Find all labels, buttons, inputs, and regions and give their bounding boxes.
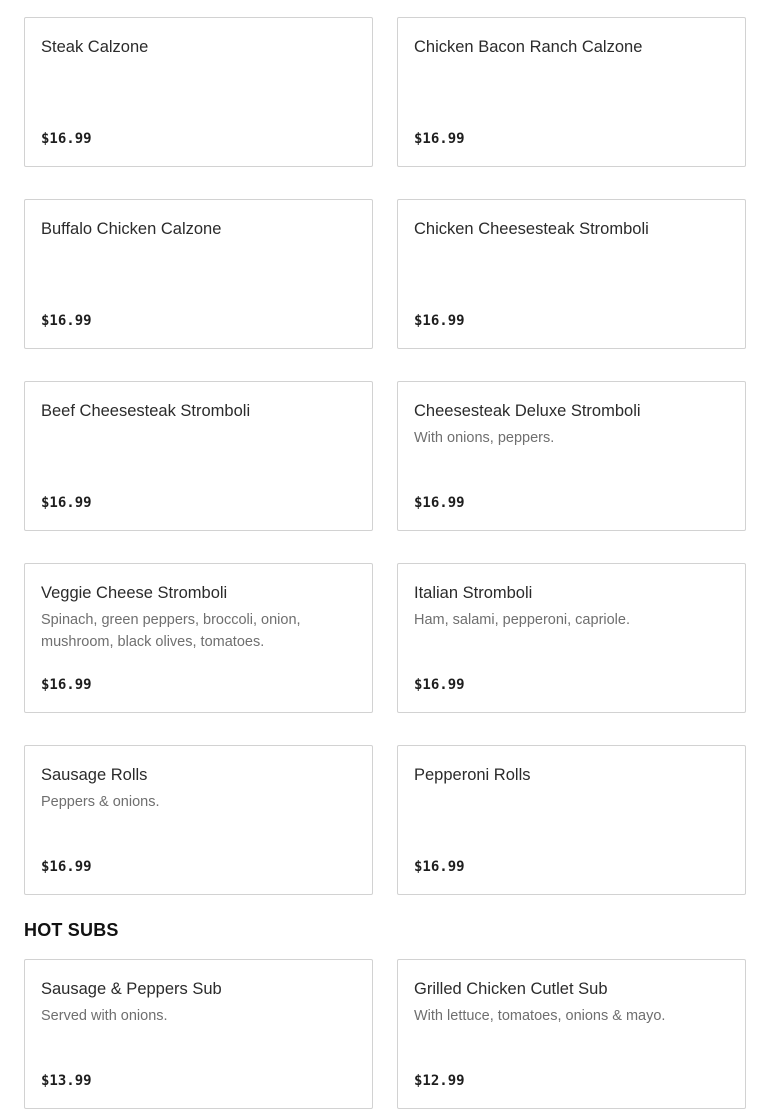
item-price: $16.99 [41, 859, 92, 875]
item-price: $16.99 [41, 131, 92, 147]
menu-items-grid [24, 17, 746, 895]
item-name: Chicken Cheesesteak Stromboli [414, 220, 649, 238]
menu-item-card[interactable] [24, 17, 373, 167]
menu-item-card[interactable] [24, 381, 373, 531]
menu-item-card[interactable] [397, 959, 746, 1109]
item-name: Italian Stromboli [414, 584, 533, 602]
item-price: $16.99 [414, 495, 465, 511]
item-name: Cheesesteak Deluxe Stromboli [414, 402, 641, 420]
item-description: With lettuce, tomatoes, onions & mayo. [414, 1008, 666, 1024]
item-description: Served with onions. [41, 1008, 168, 1024]
item-description: Spinach, green peppers, broccoli, onion, mushroom, black olives, tomatoes. [41, 612, 301, 650]
item-description: Ham, salami, pepperoni, capriole. [414, 612, 630, 628]
menu-item-card[interactable] [24, 959, 373, 1109]
item-name: Grilled Chicken Cutlet Sub [414, 980, 608, 998]
menu-item-card[interactable] [24, 199, 373, 349]
item-name: Chicken Bacon Ranch Calzone [414, 38, 643, 56]
item-price: $16.99 [41, 677, 92, 693]
section-title-hot-subs: HOT SUBS [24, 920, 119, 940]
item-name: Sausage & Peppers Sub [41, 980, 222, 998]
item-description: Peppers & onions. [41, 794, 160, 810]
menu-item-card[interactable] [397, 17, 746, 167]
item-price: $13.99 [41, 1073, 92, 1089]
item-name: Sausage Rolls [41, 766, 148, 784]
item-price: $16.99 [414, 131, 465, 147]
item-price: $16.99 [414, 313, 465, 329]
item-price: $12.99 [414, 1073, 465, 1089]
menu-item-card[interactable] [397, 381, 746, 531]
menu-item-card[interactable] [397, 199, 746, 349]
item-name: Steak Calzone [41, 38, 149, 56]
item-name: Pepperoni Rolls [414, 766, 531, 784]
menu-item-card[interactable] [24, 563, 373, 713]
item-price: $16.99 [41, 495, 92, 511]
item-name: Veggie Cheese Stromboli [41, 584, 228, 602]
item-price: $16.99 [414, 677, 465, 693]
item-description: With onions, peppers. [414, 430, 555, 446]
item-price: $16.99 [414, 859, 465, 875]
item-name: Beef Cheesesteak Stromboli [41, 402, 251, 420]
hot-subs-grid [24, 959, 746, 1109]
menu-item-card[interactable] [397, 745, 746, 895]
item-name: Buffalo Chicken Calzone [41, 220, 222, 238]
menu-item-card[interactable] [24, 745, 373, 895]
item-price: $16.99 [41, 313, 92, 329]
menu-item-card[interactable] [397, 563, 746, 713]
